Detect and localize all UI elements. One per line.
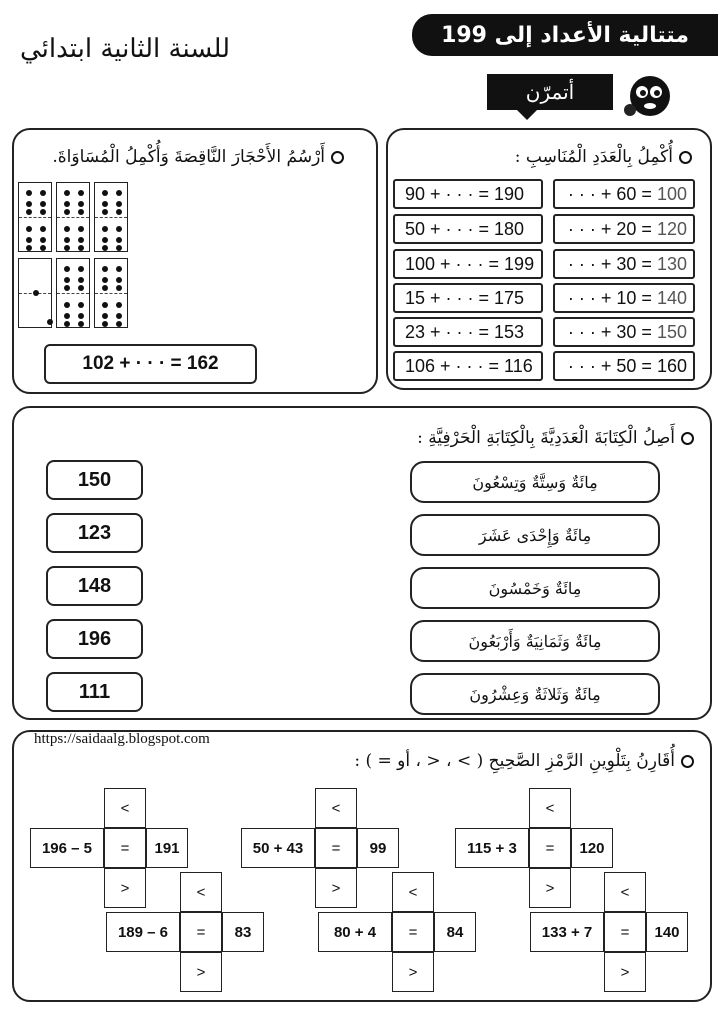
- compare-instruction: أُقَارِنُ بِتَلْوِينِ الرَّمْزِ الصَّحِيحِ ( > ، < ، أو = ) :: [354, 751, 694, 771]
- domino-pip: [78, 285, 84, 291]
- result: 100: [656, 183, 687, 204]
- domino-pip: [116, 277, 122, 283]
- compare-value: 83: [222, 912, 264, 952]
- grade-label: للسنة الثانية ابتدائي: [20, 34, 231, 64]
- domino-pip: [78, 313, 84, 319]
- compare-value: 99: [357, 828, 399, 868]
- domino-pip: [40, 237, 46, 243]
- domino-pip: [116, 201, 122, 207]
- domino-pip: [64, 285, 70, 291]
- domino-pip: [26, 245, 32, 251]
- addition-item[interactable]: 23 + · · · = 153: [393, 317, 543, 347]
- greater-than-option[interactable]: >: [604, 952, 646, 992]
- domino-pip: [78, 266, 84, 272]
- domino-instruction: أَرْسُمُ الأَحْجَارَ النَّاقِصَةَ وَأُكْمِلُ الْمُسَاوَاةَ.: [52, 147, 344, 167]
- domino-pip: [64, 201, 70, 207]
- domino-pip: [47, 319, 53, 325]
- domino-pip: [26, 201, 32, 207]
- domino-pip: [40, 201, 46, 207]
- practice-tag: أتمرّن: [487, 74, 613, 110]
- domino-tile: [56, 258, 90, 328]
- domino-tile: [18, 182, 52, 252]
- domino-pip: [116, 313, 122, 319]
- domino-pip: [78, 245, 84, 251]
- domino-pip: [64, 190, 70, 196]
- number-box[interactable]: 148: [46, 566, 143, 606]
- compare-expression: 115 + 3: [455, 828, 529, 868]
- word-box[interactable]: مِائَةٌ وَإِحْدَى عَشَرَ: [410, 514, 660, 556]
- greater-than-option[interactable]: >: [392, 952, 434, 992]
- addition-item[interactable]: 100 + · · · = 199: [393, 249, 543, 279]
- less-than-option[interactable]: <: [529, 788, 571, 828]
- addition-item[interactable]: [553, 249, 695, 279]
- domino-pip: [26, 226, 32, 232]
- domino-pip: [78, 201, 84, 207]
- compare-expression: 80 + 4: [318, 912, 392, 952]
- domino-pip: [78, 209, 84, 215]
- compare-value: 140: [646, 912, 688, 952]
- less-than-option[interactable]: <: [315, 788, 357, 828]
- addition-item[interactable]: [553, 317, 695, 347]
- result: 120: [656, 218, 687, 239]
- word-box[interactable]: مِائَةٌ وَثَلاثَةٌ وَعِشْرُونَ: [410, 673, 660, 715]
- greater-than-option[interactable]: >: [180, 952, 222, 992]
- bullet-icon: [679, 151, 692, 164]
- result: 160: [656, 355, 687, 376]
- domino-equation[interactable]: 102 + · · · = 162: [44, 344, 257, 384]
- number-box[interactable]: 196: [46, 619, 143, 659]
- domino-pip: [64, 245, 70, 251]
- blog-url: https://saidaalg.blogspot.com: [34, 731, 210, 747]
- domino-pip: [102, 277, 108, 283]
- domino-pip: [64, 277, 70, 283]
- equal-option[interactable]: =: [529, 828, 571, 868]
- word-box[interactable]: مِائَةٌ وَخَمْسُونَ: [410, 567, 660, 609]
- domino-tile: [94, 258, 128, 328]
- result: 150: [656, 321, 687, 342]
- domino-pip: [116, 237, 122, 243]
- number-box[interactable]: 111: [46, 672, 143, 712]
- domino-pip: [102, 313, 108, 319]
- domino-pip: [116, 226, 122, 232]
- domino-pip: [40, 209, 46, 215]
- compare-expression: 189 – 6: [106, 912, 180, 952]
- addition-item[interactable]: 50 + · · · = 180: [393, 214, 543, 244]
- equal-option[interactable]: =: [180, 912, 222, 952]
- thinking-face-icon: [620, 72, 674, 120]
- compare-value: 120: [571, 828, 613, 868]
- domino-pip: [26, 209, 32, 215]
- domino-pip: [102, 209, 108, 215]
- result: 140: [656, 287, 687, 308]
- addition-item[interactable]: [553, 179, 695, 209]
- domino-pip: [64, 237, 70, 243]
- expression: · · · + 60 =: [567, 183, 652, 204]
- domino-pip: [26, 237, 32, 243]
- domino-pip: [78, 277, 84, 283]
- domino-pip: [102, 226, 108, 232]
- domino-tile: [18, 258, 52, 328]
- less-than-option[interactable]: <: [392, 872, 434, 912]
- domino-pip: [64, 321, 70, 327]
- domino-pip: [78, 302, 84, 308]
- domino-pip: [64, 313, 70, 319]
- domino-pip: [102, 321, 108, 327]
- match-instruction: أَصِلُ الْكِتَابَةَ الْعَدَدِيَّةَ بِالْكِتَابَةِ الْحَرْفِيَّةِ :: [417, 428, 694, 448]
- bullet-icon: [681, 432, 694, 445]
- less-than-option[interactable]: <: [104, 788, 146, 828]
- domino-pip: [33, 290, 39, 296]
- bullet-icon: [681, 755, 694, 768]
- compare-expression: 50 + 43: [241, 828, 315, 868]
- domino-pip: [78, 321, 84, 327]
- addition-item[interactable]: [553, 351, 695, 381]
- compare-value: 84: [434, 912, 476, 952]
- domino-pip: [116, 190, 122, 196]
- compare-expression: 196 – 5: [30, 828, 104, 868]
- bullet-icon: [331, 151, 344, 164]
- domino-pip: [116, 302, 122, 308]
- addition-item[interactable]: 90 + · · · = 190: [393, 179, 543, 209]
- domino-pip: [116, 266, 122, 272]
- domino-pip: [78, 226, 84, 232]
- expression: · · · + 20 =: [567, 218, 652, 239]
- domino-pip: [64, 302, 70, 308]
- result: 130: [656, 253, 687, 274]
- domino-pip: [116, 209, 122, 215]
- expression: · · · + 30 =: [567, 321, 652, 342]
- less-than-option[interactable]: <: [180, 872, 222, 912]
- domino-pip: [78, 237, 84, 243]
- equal-option[interactable]: =: [104, 828, 146, 868]
- compare-value: 191: [146, 828, 188, 868]
- domino-pip: [116, 245, 122, 251]
- addition-item[interactable]: 106 + · · · = 116: [393, 351, 543, 381]
- addition-item[interactable]: [553, 214, 695, 244]
- expression: · · · + 30 =: [567, 253, 652, 274]
- domino-pip: [40, 245, 46, 251]
- domino-pip: [26, 190, 32, 196]
- complete-instruction: أُكْمِلُ بِالْعَدَدِ الْمُنَاسِبِ :: [515, 147, 692, 167]
- equal-option[interactable]: =: [604, 912, 646, 952]
- number-box[interactable]: 150: [46, 460, 143, 500]
- domino-pip: [102, 237, 108, 243]
- domino-pip: [102, 245, 108, 251]
- domino-pip: [102, 201, 108, 207]
- compare-expression: 133 + 7: [530, 912, 604, 952]
- word-box[interactable]: مِائَةٌ وَسِتَّةٌ وَتِسْعُونَ: [410, 461, 660, 503]
- domino-pip: [116, 285, 122, 291]
- greater-than-option[interactable]: >: [529, 868, 571, 908]
- domino-pip: [40, 190, 46, 196]
- less-than-option[interactable]: <: [604, 872, 646, 912]
- domino-pip: [64, 209, 70, 215]
- expression: · · · + 50 =: [567, 355, 652, 376]
- addition-item[interactable]: 15 + · · · = 175: [393, 283, 543, 313]
- domino-pip: [40, 226, 46, 232]
- domino-pip: [64, 266, 70, 272]
- domino-pip: [102, 302, 108, 308]
- domino-tile: [94, 182, 128, 252]
- expression: · · · + 10 =: [567, 287, 652, 308]
- greater-than-option[interactable]: >: [104, 868, 146, 908]
- domino-pip: [64, 226, 70, 232]
- equal-option[interactable]: =: [315, 828, 357, 868]
- word-box[interactable]: مِائَةٌ وَثَمَانِيَةٌ وَأَرْبَعُونَ: [410, 620, 660, 662]
- number-box[interactable]: 123: [46, 513, 143, 553]
- greater-than-option[interactable]: >: [315, 868, 357, 908]
- domino-area: [18, 182, 130, 328]
- domino-pip: [78, 190, 84, 196]
- equal-option[interactable]: =: [392, 912, 434, 952]
- domino-pip: [102, 266, 108, 272]
- domino-pip: [102, 190, 108, 196]
- worksheet-title: متتالية الأعداد إلى 199: [412, 14, 718, 56]
- domino-tile: [56, 182, 90, 252]
- addition-item[interactable]: [553, 283, 695, 313]
- domino-pip: [116, 321, 122, 327]
- domino-pip: [102, 285, 108, 291]
